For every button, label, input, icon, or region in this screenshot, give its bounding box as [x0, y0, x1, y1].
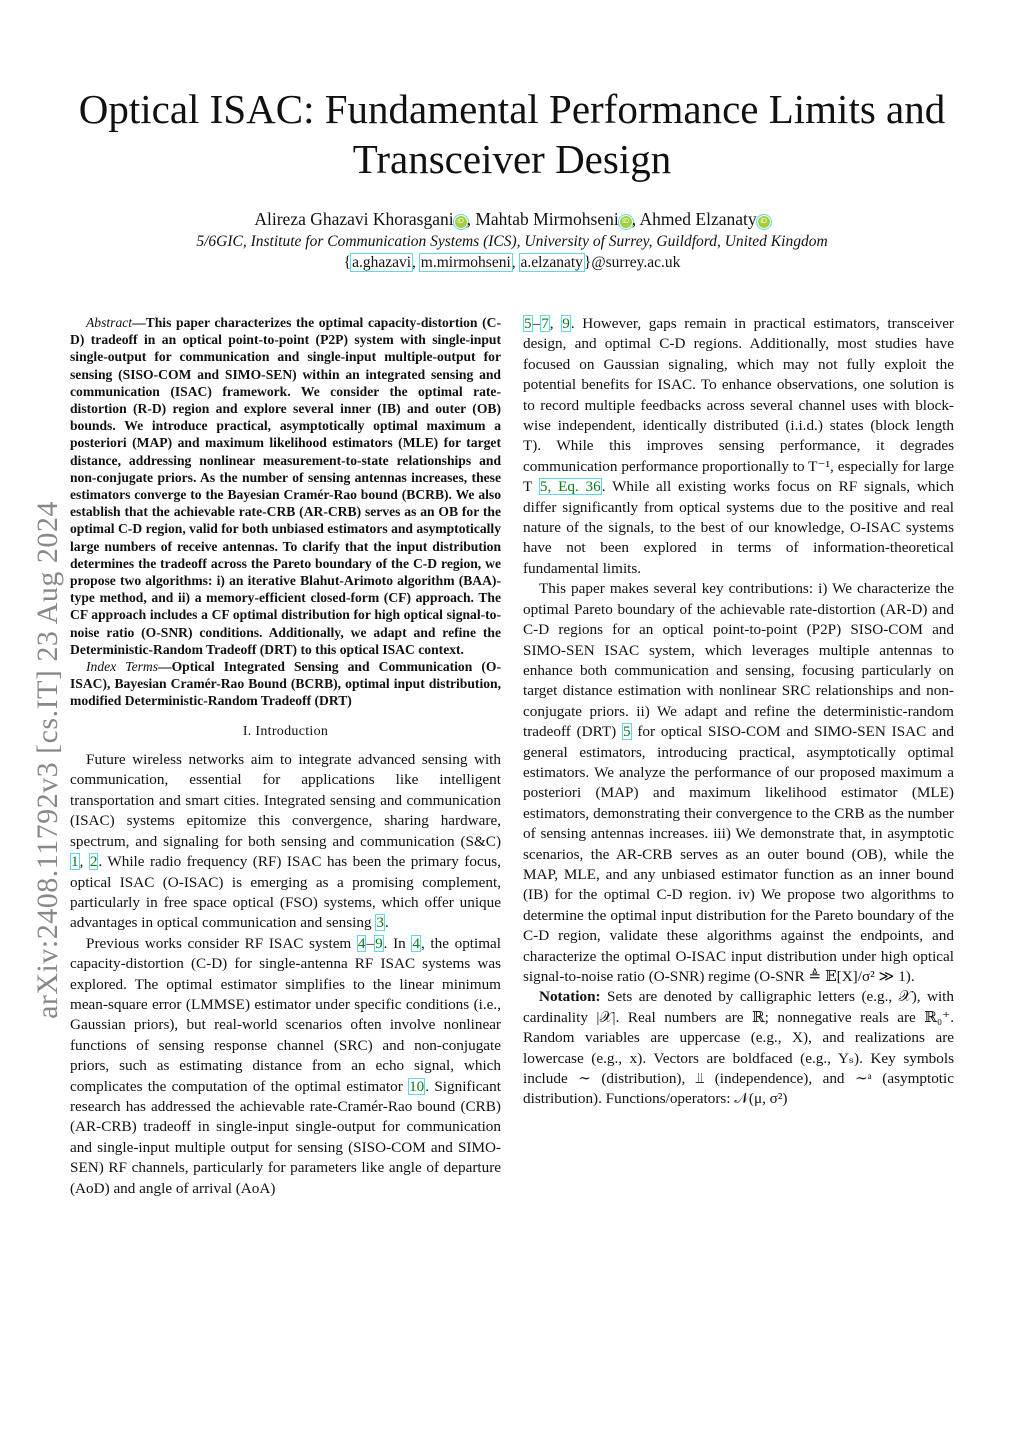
email-link[interactable]: m.mirmohseni	[420, 254, 511, 271]
orcid-icon[interactable]: iD	[620, 216, 632, 228]
paragraph: This paper makes several key contributions: i) We characterize the optimal Pareto boundary of the achievable rate-distortion (AR-D) and C-D regions for an optical point-to-point (P2P) SISO-COM and SIMO-SEN ISAC system, which leverages multiple antennas to enhance both communication and sensing, focusing particularly on target distance estimation with nonlinear SRC relationships and non-conjugate priors. ii) We adapt and refine the deterministic-random tradeoff (DRT) 5 for optical SISO-COM and SIMO-SEN ISAC and general estimators, introducing practical, asymptotically optimal estimators. We analyze the performance of our proposed maximum a posteriori (MAP) and maximum likelihood estimator (MLE) estimators, demonstrating their convergence to the CRB as the number of sensing antennas increases. iii) We demonstrate that, in asymptotic scenarios, the AR-CRB serves as an outer bound (OB), while the MAP, MLE, and any unbiased estimator function as an inner bound (IB) for the optimal C-D region. iv) We propose two algorithms to determine the optimal input distribution for the Pareto boundary of the C-D region, validate these algorithms against the endpoints, and characterize the optimal O-ISAC input distribution under high optical signal-to-noise ratio (O-SNR) regime (O-SNR ≜ 𝔼[X]/σ² ≫ 1).	[523, 580, 954, 985]
citation-link[interactable]: 5, Eq. 36	[539, 478, 601, 496]
email-domain: @surrey.ac.uk	[591, 254, 681, 271]
citation-link[interactable]: 5	[524, 315, 532, 332]
introduction-body-continued	[523, 314, 954, 1110]
section-heading: I. Introduction	[242, 723, 329, 739]
notation-label: Notation:	[539, 988, 601, 1006]
paragraph: 5–7, 9. However, gaps remain in practical estimators, transceiver design, and optimal C-D regions. Additionally, most studies have focused on Gaussian signaling, which may not fully exploit the potential benefits for ISAC. To enhance observations, one solution is to record multiple feedbacks across several channel uses with block-wise independent, identically distributed (i.i.d.) states (block length T). While this improves sensing performance, it degrades communication performance proportionally to T⁻¹, especially for large T 5, Eq. 36. While all existing works focus on RF signals, which differ significantly from optical systems due to the positive and real nature of the signals, to the best of our knowledge, O-ISAC systems have not been explored in terms of information-theoretical fundamental limits.	[523, 315, 954, 577]
index-terms-label: Index Terms	[86, 659, 159, 675]
arxiv-stamp-text: arXiv:2408.11792v3 [cs.IT] 23 Aug 2024	[31, 501, 65, 1019]
email-link[interactable]: a.elzanaty	[520, 254, 583, 271]
author-name: Alireza Ghazavi Khorasgani	[254, 209, 454, 229]
email-link[interactable]: a.ghazavi	[352, 254, 412, 271]
paper-title: Optical ISAC: Fundamental Performance Limits and Transceiver Design	[78, 86, 946, 182]
index-terms-text: —Optical Integrated Sensing and Communication (O-ISAC), Bayesian Cramér-Rao Bound (BCRB), optimal input distribution, modified Deterministic-Random Tradeoff (DRT)	[70, 659, 501, 709]
left-column	[70, 314, 501, 1199]
citation-link[interactable]: 2	[89, 853, 98, 871]
right-column	[523, 314, 954, 1110]
notation-text: Sets are denoted by calligraphic letters (e.g., 𝒳), with cardinality |𝒳|. Real numbers are ℝ; nonnegative reals are ℝ₀⁺. Random variables are uppercase (e.g., X), and realizations are lowercase (e.g., x). Vectors are boldfaced (e.g., Yₛ). Key symbols include ∼ (distribution), ⫫ (independence), and ∼ᵃ (asymptotic distribution). Functions/operators: 𝒩(μ, σ²)	[523, 988, 954, 1108]
citation-link[interactable]: 3	[376, 914, 384, 932]
paragraph: Previous works consider RF ISAC system 4–9. In 4, the optimal capacity-distortion (C-D) for single-antenna RF ISAC systems was explored. The optimal estimator simplifies to the linear minimum mean-square error (LMMSE) estimator under specific conditions (i.e., Gaussian priors), but real-world scenarios often involve nonlinear functions of sensing response channel (SRC) and non-conjugate priors, such as estimating distance from an echo signal, which complicates the computation of the optimal estimator 10. Significant research has addressed the achievable rate-Cramér-Rao bound (CRB) (AR-CRB) tradeoff in single-input single-output for communication and single-input multiple output for sensing (SISO-COM and SIMO-SEN) RF channels, particularly for parameters like angle of departure (AoD) and angle of arrival (AoA)	[70, 934, 501, 1197]
author-name: Ahmed Elzanaty	[639, 209, 757, 229]
notation-paragraph	[523, 987, 954, 1109]
citation-link[interactable]: 4	[412, 934, 420, 952]
author-name: Mahtab Mirmohseni	[475, 209, 619, 229]
citation-link[interactable]: 5	[622, 723, 631, 741]
introduction-body	[70, 750, 501, 1199]
citation-link[interactable]: 9	[562, 315, 570, 332]
paragraph: Future wireless networks aim to integrate advanced sensing with communication, essential for applications like intelligent transportation and smart cities. Integrated sensing and communication (ISAC) systems epitomize this convergence, sharing hardware, spectrum, and signaling for both sensing and communication (S&C) 1, 2. While radio frequency (RF) ISAC has been the primary focus, optical ISAC (O-ISAC) is emerging as a promising complement, particularly in free space optical (FSO) systems, which offer unique advantages in optical communication and sensing 3.	[70, 751, 501, 932]
arxiv-identifier-stamp	[18, 460, 78, 1060]
citation-link[interactable]: 7	[541, 315, 549, 332]
abstract-label: Abstract	[86, 315, 133, 330]
citation-link[interactable]: 9	[375, 934, 383, 952]
author-list: Alireza Ghazavi Khorasgani iD , Mahtab Mirmohseni iD , Ahmed Elzanaty iD	[60, 208, 964, 230]
orcid-icon[interactable]: iD	[758, 216, 770, 228]
email-list: {a.ghazavi, m.mirmohseni, a.elzanaty}@surrey.ac.uk	[343, 254, 681, 271]
citation-link[interactable]: 1	[71, 853, 79, 871]
abstract-text: —This paper characterizes the optimal capacity-distortion (C-D) tradeoff in an optical point-to-point (P2P) system with single-input single-output for communication and single-input multiple-output for sensing (SISO-COM and SIMO-SEN) within an integrated sensing and communication (ISAC) framework. We consider the optimal rate-distortion (R-D) region and explore several inner (IB) and outer (OB) bounds. We introduce practical, asymptotically optimal maximum a posteriori (MAP) and maximum likelihood estimators (MLE) for target distance, addressing nonlinear measurement-to-state relationships and non-conjugate priors. As the number of sensing antennas increases, these estimators converge to the Bayesian Cramér-Rao bound (BCRB). We also establish that the achievable rate-CRB (AR-CRB) serves as an OB for the optimal C-D region, valid for both unbiased estimators and asymptotically large numbers of receive antennas. To clarify that the input distribution determines the tradeoff across the Pareto boundary of the C-D region, we propose two algorithms: i) an iterative Blahut-Arimoto algorithm (BAA)-type method, and ii) a memory-efficient closed-form (CF) approach. The CF approach includes a CF optimal distribution for high optical signal-to-noise ratio (O-SNR) conditions. Additionally, we adapt and refine the Deterministic-Random Tradeoff (DRT) to this optical ISAC context.	[70, 315, 501, 657]
abstract	[70, 314, 501, 710]
citation-link[interactable]: 10	[409, 1077, 425, 1095]
affiliation: 5/6GIC, Institute for Communication Systems (ICS), University of Surrey, Guildford, United Kingdom	[196, 233, 828, 250]
orcid-icon[interactable]: iD	[455, 216, 467, 228]
citation-link[interactable]: 4	[357, 934, 366, 952]
